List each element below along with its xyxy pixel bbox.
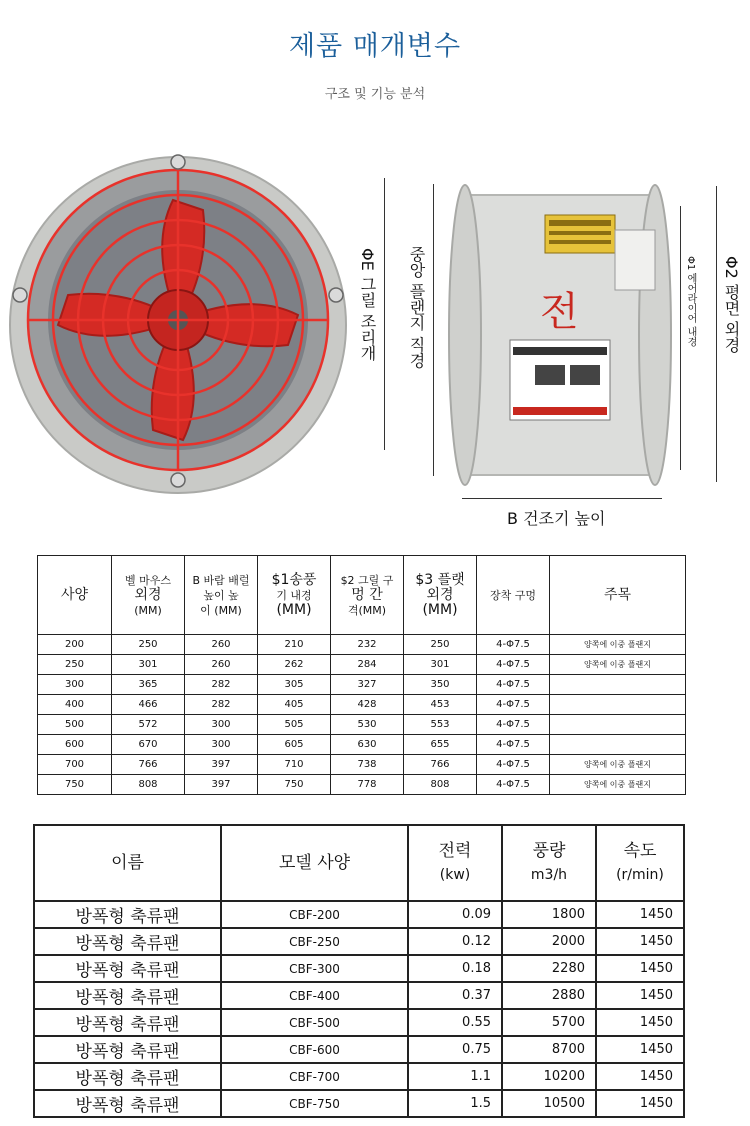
model-table-cell: 방폭형 축류팬: [34, 1063, 221, 1090]
model-table-cell: 1.1: [408, 1063, 502, 1090]
model-table-cell: 방폭형 축류팬: [34, 1090, 221, 1117]
model-table-cell: CBF-750: [221, 1090, 408, 1117]
spec-table-cell: 250: [112, 635, 185, 655]
spec-table-cell: 327: [331, 675, 404, 695]
model-table-cell: 1.5: [408, 1090, 502, 1117]
model-col-name: 이름: [34, 825, 221, 901]
spec-table-row: [38, 735, 686, 755]
model-table-cell: 2880: [502, 982, 596, 1009]
spec-table-cell: 572: [112, 715, 185, 735]
model-table-cell: 8700: [502, 1036, 596, 1063]
outer-dimension-label: Φ2 평면 외경: [722, 256, 741, 353]
spec-table-cell: 210: [258, 635, 331, 655]
model-table-row: [34, 928, 684, 955]
spec-col-barrel-height: B 바람 배럴 높이 높 이 (MM): [185, 556, 258, 635]
spec-table-cell: 305: [258, 675, 331, 695]
spec-table-cell: 260: [185, 635, 258, 655]
spec-table-cell: 양쪽에 이중 플랜지: [550, 755, 686, 775]
model-col-speed: 속도 (r/min): [596, 825, 684, 901]
height-dimension-line: [462, 498, 662, 499]
spec-table-cell: 750: [258, 775, 331, 795]
model-table-cell: 0.55: [408, 1009, 502, 1036]
spec-col-size: 사양: [38, 556, 112, 635]
spec-table-cell: 301: [404, 655, 477, 675]
model-table-cell: 1450: [596, 1036, 684, 1063]
model-table-cell: 방폭형 축류팬: [34, 982, 221, 1009]
spec-table-cell: 405: [258, 695, 331, 715]
page-title: 제품 매개변수: [288, 31, 462, 62]
model-table-cell: 1450: [596, 1063, 684, 1090]
model-table-cell: CBF-400: [221, 982, 408, 1009]
spec-col-grill-spacing: $2 그릴 구 멍 간 격(MM): [331, 556, 404, 635]
model-table-row: [34, 1090, 684, 1117]
spec-table-cell: 505: [258, 715, 331, 735]
inner-dimension-line: [680, 206, 681, 470]
spec-table-cell: 466: [112, 695, 185, 715]
model-table-cell: 1450: [596, 928, 684, 955]
spec-table-cell: 284: [331, 655, 404, 675]
spec-table-cell: 700: [38, 755, 112, 775]
inner-dimension-label: Φ1 에어라이어 내경: [685, 256, 696, 347]
spec-table-row: [38, 675, 686, 695]
spec-table-cell: 453: [404, 695, 477, 715]
model-table-cell: 10200: [502, 1063, 596, 1090]
flange-dimension-line: [433, 184, 434, 476]
spec-table-row: [38, 715, 686, 735]
outer-dimension-line: [716, 186, 717, 482]
spec-table-cell: 397: [185, 775, 258, 795]
spec-table-cell: 428: [331, 695, 404, 715]
model-table-cell: 1450: [596, 901, 684, 928]
spec-table-cell: 4-Φ7.5: [477, 635, 550, 655]
spec-table-row: [38, 695, 686, 715]
flange-dimension-label: 중앙 플랜지 직경: [407, 246, 426, 369]
spec-table-cell: 750: [38, 775, 112, 795]
model-table-cell: CBF-600: [221, 1036, 408, 1063]
spec-table-cell: 605: [258, 735, 331, 755]
model-table-cell: 방폭형 축류팬: [34, 1036, 221, 1063]
spec-table: [37, 555, 686, 795]
spec-table-cell: 양쪽에 이중 플랜지: [550, 775, 686, 795]
fan-warning-char: 전: [540, 289, 579, 335]
model-table-cell: 10500: [502, 1090, 596, 1117]
model-table-row: [34, 1063, 684, 1090]
model-table-cell: 1450: [596, 982, 684, 1009]
front-dimension-line: [384, 178, 385, 450]
spec-col-note: 주목: [550, 556, 686, 635]
spec-table-cell: [550, 735, 686, 755]
spec-table-cell: 4-Φ7.5: [477, 695, 550, 715]
spec-table-cell: 4-Φ7.5: [477, 655, 550, 675]
spec-table-cell: 양쪽에 이중 플랜지: [550, 655, 686, 675]
model-table-row: [34, 901, 684, 928]
model-table-cell: CBF-200: [221, 901, 408, 928]
model-table-cell: 0.75: [408, 1036, 502, 1063]
spec-table-cell: 738: [331, 755, 404, 775]
spec-table-cell: 4-Φ7.5: [477, 775, 550, 795]
model-table-header: [34, 825, 684, 901]
spec-table-cell: 530: [331, 715, 404, 735]
model-table-row: [34, 1009, 684, 1036]
spec-table-cell: 4-Φ7.5: [477, 755, 550, 775]
spec-table-cell: 300: [185, 715, 258, 735]
model-table-cell: 방폭형 축류팬: [34, 1009, 221, 1036]
spec-table-cell: 766: [404, 755, 477, 775]
model-table-cell: CBF-300: [221, 955, 408, 982]
model-table-cell: 1450: [596, 1090, 684, 1117]
model-table-row: [34, 955, 684, 982]
model-table-cell: 1800: [502, 901, 596, 928]
model-col-power: 전력 (kw): [408, 825, 502, 901]
model-table-cell: 0.18: [408, 955, 502, 982]
spec-table-cell: 232: [331, 635, 404, 655]
spec-col-mount-holes: 장착 구멍: [477, 556, 550, 635]
spec-table-cell: 4-Φ7.5: [477, 715, 550, 735]
spec-table-cell: 808: [112, 775, 185, 795]
spec-table-cell: 300: [185, 735, 258, 755]
spec-table-cell: 양쪽에 이중 플랜지: [550, 635, 686, 655]
spec-table-row: [38, 755, 686, 775]
fan-left-flange: [449, 185, 481, 485]
spec-table-cell: 655: [404, 735, 477, 755]
spec-table-row: [38, 655, 686, 675]
model-table-cell: 0.37: [408, 982, 502, 1009]
spec-col-inner-diameter: $1송풍 기 내경 (MM): [258, 556, 331, 635]
model-table-row: [34, 1036, 684, 1063]
spec-table-cell: 553: [404, 715, 477, 735]
spec-table-cell: 670: [112, 735, 185, 755]
model-table-cell: 방폭형 축류팬: [34, 955, 221, 982]
spec-table-cell: 300: [38, 675, 112, 695]
model-table-cell: CBF-700: [221, 1063, 408, 1090]
height-dimension-label: B 건조기 높이: [507, 509, 606, 528]
model-table: [33, 824, 685, 1118]
page-subtitle: 구조 및 기능 분석: [324, 87, 426, 102]
spec-table-cell: 400: [38, 695, 112, 715]
spec-table-cell: [550, 695, 686, 715]
spec-table-cell: 250: [404, 635, 477, 655]
spec-table-cell: 766: [112, 755, 185, 775]
model-table-cell: 5700: [502, 1009, 596, 1036]
fan-front-view: [8, 150, 348, 500]
model-col-airflow: 풍량 m3/h: [502, 825, 596, 901]
spec-table-cell: 350: [404, 675, 477, 695]
model-table-cell: 0.12: [408, 928, 502, 955]
spec-col-bell-mouth: 벨 마우스 외경 (MM): [112, 556, 185, 635]
model-table-cell: 방폭형 축류팬: [34, 901, 221, 928]
model-table-cell: 방폭형 축류팬: [34, 928, 221, 955]
spec-table-row: [38, 635, 686, 655]
spec-table-cell: 397: [185, 755, 258, 775]
spec-table-cell: 778: [331, 775, 404, 795]
spec-table-cell: [550, 715, 686, 735]
spec-table-cell: 630: [331, 735, 404, 755]
spec-table-cell: 710: [258, 755, 331, 775]
model-table-cell: 2280: [502, 955, 596, 982]
spec-table-cell: 282: [185, 675, 258, 695]
model-table-cell: CBF-500: [221, 1009, 408, 1036]
spec-table-cell: 4-Φ7.5: [477, 675, 550, 695]
spec-table-cell: 4-Φ7.5: [477, 735, 550, 755]
spec-table-cell: 500: [38, 715, 112, 735]
spec-col-flat-diameter: $3 플랫 외경 (MM): [404, 556, 477, 635]
spec-table-cell: 808: [404, 775, 477, 795]
model-table-cell: CBF-250: [221, 928, 408, 955]
model-table-row: [34, 982, 684, 1009]
model-table-cell: 2000: [502, 928, 596, 955]
spec-table-cell: 282: [185, 695, 258, 715]
model-table-cell: 0.09: [408, 901, 502, 928]
spec-table-cell: 365: [112, 675, 185, 695]
spec-table-cell: [550, 675, 686, 695]
spec-table-cell: 301: [112, 655, 185, 675]
fan-side-view: [445, 175, 675, 495]
spec-table-cell: 262: [258, 655, 331, 675]
fan-warning-plate: [615, 230, 655, 290]
model-col-model: 모델 사양: [221, 825, 408, 901]
front-dimension-label: ΦE 그릴 조리개: [358, 248, 377, 361]
spec-table-cell: 600: [38, 735, 112, 755]
model-table-cell: 1450: [596, 1009, 684, 1036]
spec-table-row: [38, 775, 686, 795]
spec-table-header: [38, 556, 686, 635]
model-table-cell: 1450: [596, 955, 684, 982]
spec-table-cell: 260: [185, 655, 258, 675]
spec-table-cell: 250: [38, 655, 112, 675]
spec-table-cell: 200: [38, 635, 112, 655]
